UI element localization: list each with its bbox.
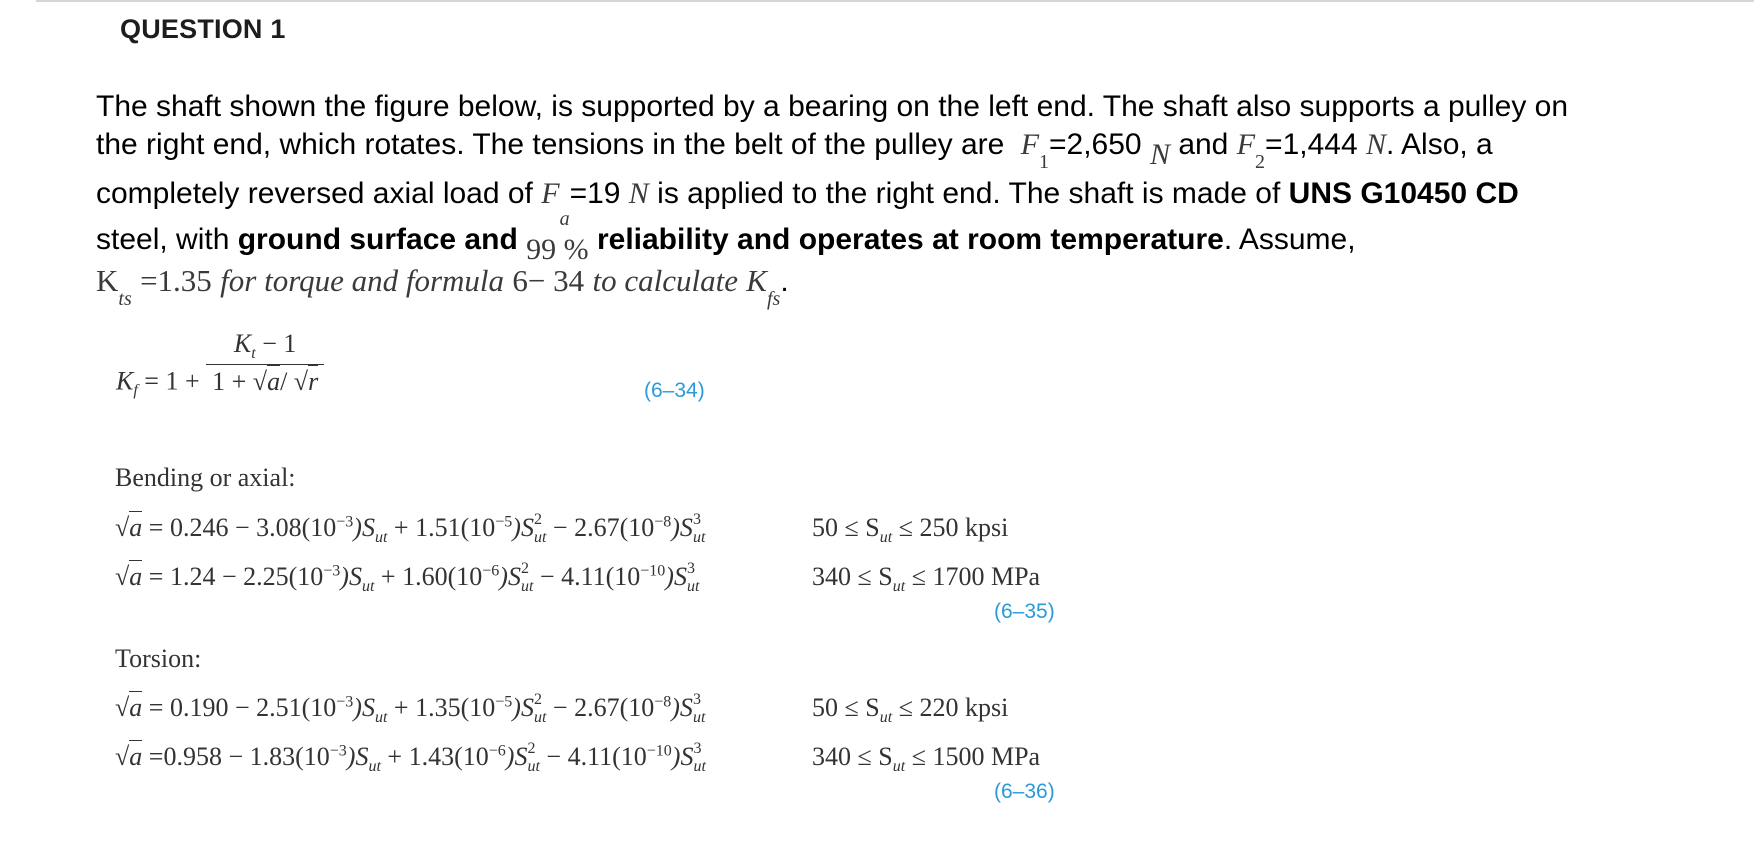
text: )S: [671, 513, 693, 542]
kf-symbol: K: [116, 366, 134, 396]
kts-subscript: ts: [118, 288, 132, 310]
text: to calculate: [592, 263, 738, 298]
text: =0.958 − 1.83(10: [142, 742, 330, 771]
text: )S: [346, 742, 369, 771]
bold-text: ground surface and: [237, 223, 518, 256]
text: − 1: [255, 329, 297, 358]
text: )S: [499, 562, 521, 591]
torsion-heading: Torsion:: [115, 644, 202, 673]
text: + 1.35(10: [387, 693, 496, 722]
a-symbol: a: [129, 562, 143, 591]
sqrt-symbol: √: [115, 693, 130, 722]
kt-symbol: K: [233, 329, 252, 358]
exponent: 2: [533, 511, 542, 528]
text: completely reversed axial load of: [96, 177, 533, 210]
sqrt-symbol: √: [115, 742, 130, 771]
f1-symbol: F: [1020, 128, 1040, 161]
kfs-subscript: fs: [766, 288, 781, 310]
text: )S: [665, 562, 687, 591]
text: ≤ 220 kpsi: [892, 693, 1009, 722]
exponent: −6: [488, 742, 506, 760]
text: )S: [353, 513, 375, 542]
text: 50 ≤ S: [812, 513, 880, 542]
text: − 2.67(10: [546, 513, 655, 542]
text: − 4.11(10: [539, 742, 647, 771]
subscript: ut: [892, 578, 906, 595]
torsion-range-us: [812, 693, 1009, 726]
subscript: ut: [368, 758, 381, 775]
exponent: 2: [527, 740, 536, 757]
statement-line-5: [96, 263, 789, 310]
bending-range-si: [812, 562, 1041, 595]
exponent: −3: [336, 513, 354, 531]
text: = 0.246 − 3.08(10: [142, 513, 337, 542]
subscript: ut: [374, 529, 388, 546]
subscript: ut: [374, 709, 388, 726]
subscript: ut: [692, 529, 706, 546]
text: 50 ≤ S: [812, 693, 880, 722]
text: = 1.24 − 2.25(10: [142, 562, 324, 591]
statement-line-3: [96, 177, 1519, 230]
text: − 2.67(10: [546, 693, 655, 722]
bold-text: reliability and operates at room temperature: [596, 223, 1224, 256]
bending-heading: Bending or axial:: [115, 463, 296, 492]
a-symbol: a: [129, 693, 143, 722]
sqrt-symbol: √: [115, 513, 130, 542]
exponent: −10: [646, 742, 672, 760]
torsion-range-si: [812, 742, 1041, 775]
a-symbol: a: [129, 513, 143, 542]
kts-symbol: K: [96, 263, 119, 298]
top-divider: [36, 0, 1754, 2]
text: steel, with: [96, 223, 230, 256]
bending-eq-si: [115, 560, 700, 595]
exponent: −10: [640, 562, 666, 580]
r-symbol: r: [308, 367, 319, 396]
text: )S: [512, 513, 534, 542]
text: − 4.11(10: [533, 562, 641, 591]
f2-subscript: 2: [1255, 151, 1266, 173]
kts-value: =1.35: [140, 263, 212, 298]
equation-number: (6–35): [994, 600, 1055, 623]
equation-number: (6–34): [644, 379, 705, 402]
formula-ref: 6− 34: [512, 263, 585, 298]
text: )S: [340, 562, 362, 591]
text: + 1.51(10: [387, 513, 496, 542]
equation-number: (6–36): [994, 780, 1055, 803]
f1-subscript: 1: [1039, 151, 1050, 173]
exponent: 3: [686, 560, 695, 577]
text: + 1.43(10: [380, 742, 489, 771]
text: ≤ 1500 MPa: [905, 742, 1041, 771]
text: )S: [353, 693, 375, 722]
f1-value: =2,650: [1049, 128, 1142, 161]
exponent: −6: [482, 562, 500, 580]
text: )S: [671, 693, 693, 722]
a-symbol: a: [129, 742, 143, 771]
subscript: ut: [361, 578, 375, 595]
subscript: ut: [879, 529, 893, 546]
numerator: [206, 328, 324, 365]
unit-n: N: [1149, 138, 1170, 171]
exponent: −5: [495, 693, 513, 711]
statement-line-2: [96, 128, 1493, 173]
f2-symbol: F: [1236, 128, 1256, 161]
exponent: −3: [336, 693, 354, 711]
text: ≤ 250 kpsi: [892, 513, 1009, 542]
bending-eq-us: [115, 511, 706, 546]
subscript: ut: [527, 758, 540, 775]
text: .: [780, 265, 789, 298]
text: )S: [505, 742, 528, 771]
text: for torque and formula: [220, 263, 505, 298]
statement-line-1: The shaft shown the figure below, is supported by a bearing on the left end. The shaft also supports a pulley on: [96, 90, 1569, 123]
text: / √: [280, 367, 309, 396]
subscript: ut: [692, 709, 706, 726]
f2-value: =1,444: [1265, 128, 1358, 161]
exponent: −5: [495, 513, 513, 531]
exponent: −8: [654, 693, 672, 711]
text: 1 + √: [212, 367, 268, 396]
exponent: −3: [329, 742, 347, 760]
text: 340 ≤ S: [812, 742, 893, 771]
text: and: [1178, 128, 1229, 161]
fraction: [206, 328, 324, 399]
torsion-eq-us: [115, 691, 706, 726]
text: = 0.190 − 2.51(10: [142, 693, 337, 722]
subscript: ut: [533, 529, 547, 546]
equation-6-34: [116, 329, 324, 419]
text: = 1 +: [137, 366, 207, 396]
subscript: ut: [892, 758, 906, 775]
kf-subscript: f: [133, 382, 138, 400]
text: 340 ≤ S: [812, 562, 893, 591]
text: . Also, a: [1386, 128, 1493, 161]
kfs-symbol: K: [746, 263, 767, 298]
statement-line-4: [96, 223, 1356, 266]
text: )S: [512, 693, 534, 722]
fa-symbol: F: [541, 177, 560, 210]
fa-subscript: a: [559, 208, 570, 230]
exponent: 2: [533, 691, 542, 708]
exponent: 3: [692, 511, 701, 528]
text: is applied to the right end. The shaft is made of: [657, 177, 1281, 210]
exponent: −8: [654, 513, 672, 531]
text: ≤ 1700 MPa: [905, 562, 1041, 591]
kt-subscript: t: [251, 345, 256, 362]
text: )S: [671, 742, 694, 771]
subscript: ut: [693, 758, 706, 775]
denominator: [206, 365, 324, 399]
torsion-eq-si: [115, 740, 706, 775]
question-title: QUESTION 1: [120, 14, 286, 44]
subscript: ut: [879, 709, 893, 726]
bending-range-us: [812, 513, 1009, 546]
exponent: 3: [692, 691, 701, 708]
reliability-value: 99 %: [526, 233, 589, 266]
subscript: ut: [533, 709, 547, 726]
exponent: 3: [693, 740, 702, 757]
fa-value: =19: [569, 177, 621, 210]
text: the right end, which rotates. The tensions in the belt of the pulley are: [96, 128, 1005, 161]
exponent: 2: [520, 560, 529, 577]
sqrt-symbol: √: [115, 562, 130, 591]
exponent: −3: [323, 562, 341, 580]
subscript: ut: [686, 578, 700, 595]
subscript: ut: [520, 578, 534, 595]
unit-n: N: [628, 177, 649, 210]
material: UNS G10450 CD: [1288, 177, 1519, 210]
a-symbol: a: [267, 367, 281, 396]
unit-n: N: [1365, 128, 1386, 161]
text: . Assume,: [1223, 223, 1356, 256]
text: + 1.60(10: [374, 562, 483, 591]
